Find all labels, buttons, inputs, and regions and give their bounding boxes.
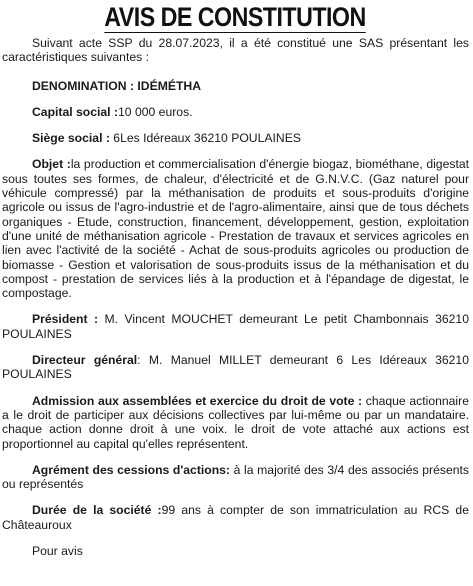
president-label: Président : [32,312,99,327]
title-wrap [2,4,469,33]
directeur-value: : M. Manuel MILLET demeurant 6 Les Idéreaux 36210 POULAINES [2,353,469,382]
closing-paragraph: Pour avis [32,544,83,559]
siege-label: Siège social : [32,131,110,146]
agrement-paragraph [2,463,469,492]
duree-label: Durée de la société : [32,503,162,518]
directeur-label: Directeur général [32,353,138,368]
denomination-paragraph [2,79,469,93]
intro-paragraph: Suivant acte SSP du 28.07.2023, il a été constitué une SAS présentant les caractéristiques suivantes : [2,36,469,65]
capital-label: Capital social : [32,104,119,119]
admission-label: Admission aux assemblées et exercice du droit de vote : [32,393,363,408]
directeur-paragraph [2,353,469,382]
siege-paragraph [2,131,469,145]
objet-label: Objet : [32,157,71,172]
admission-paragraph [2,394,469,451]
capital-paragraph [2,105,469,119]
president-paragraph [2,312,469,341]
notice-title: AVIS DE CONSTITUTION [104,2,367,32]
siege-value: 6Les Idéreaux 36210 POULAINES [109,131,301,146]
president-value: M. Vincent MOUCHET demeurant Le petit Chambonnais 36210 POULAINES [2,312,469,341]
duree-paragraph [2,503,469,532]
capital-value: 10 000 euros. [118,104,193,119]
agrement-value: à la majorité des 3/4 des associés présents ou représentés [2,462,470,492]
agrement-label: Agrément des cessions d'actions: [32,462,230,477]
duree-value: 99 ans à compter de son immatriculation au RCS de Châteauroux [2,503,469,532]
denomination-label: DENOMINATION : IDÉMÉTHA [32,78,202,93]
admission-value: chaque actionnaire a le droit de participer aux décisions collectives par lui-même ou par un mandataire. chaque action donne droit à une voix. le droit de vote attaché aux actions est proportionnel au capital qu'elles représentent. [2,393,469,451]
objet-value: la production et commercialisation d'énergie biogaz, biométhane, digestat sous toutes ses formes, de chaleur, d'électricité et de G.N.V.C. (Gaz naturel pour véhicule compressé) par la méthanisation de produits et sous-produits d'origine agricole ou issus de l'agro-industrie et de l'agro-alimentaire, ainsi que de tous déchets organiques - Etude, construction, financement, développement, gestion, exploitation d'une unité de méthanisation agricole - Prestation de travaux et services agricoles en lien avec l'activité de la société - Achat de sous-produits agricoles ou production de biomasse - Gestion et valorisation de sous-produits issus de la méthanisation et du compost - prestation de services liés à la production et à l'épandage de digestat, le compostage. [2,157,470,301]
objet-paragraph [2,157,469,300]
